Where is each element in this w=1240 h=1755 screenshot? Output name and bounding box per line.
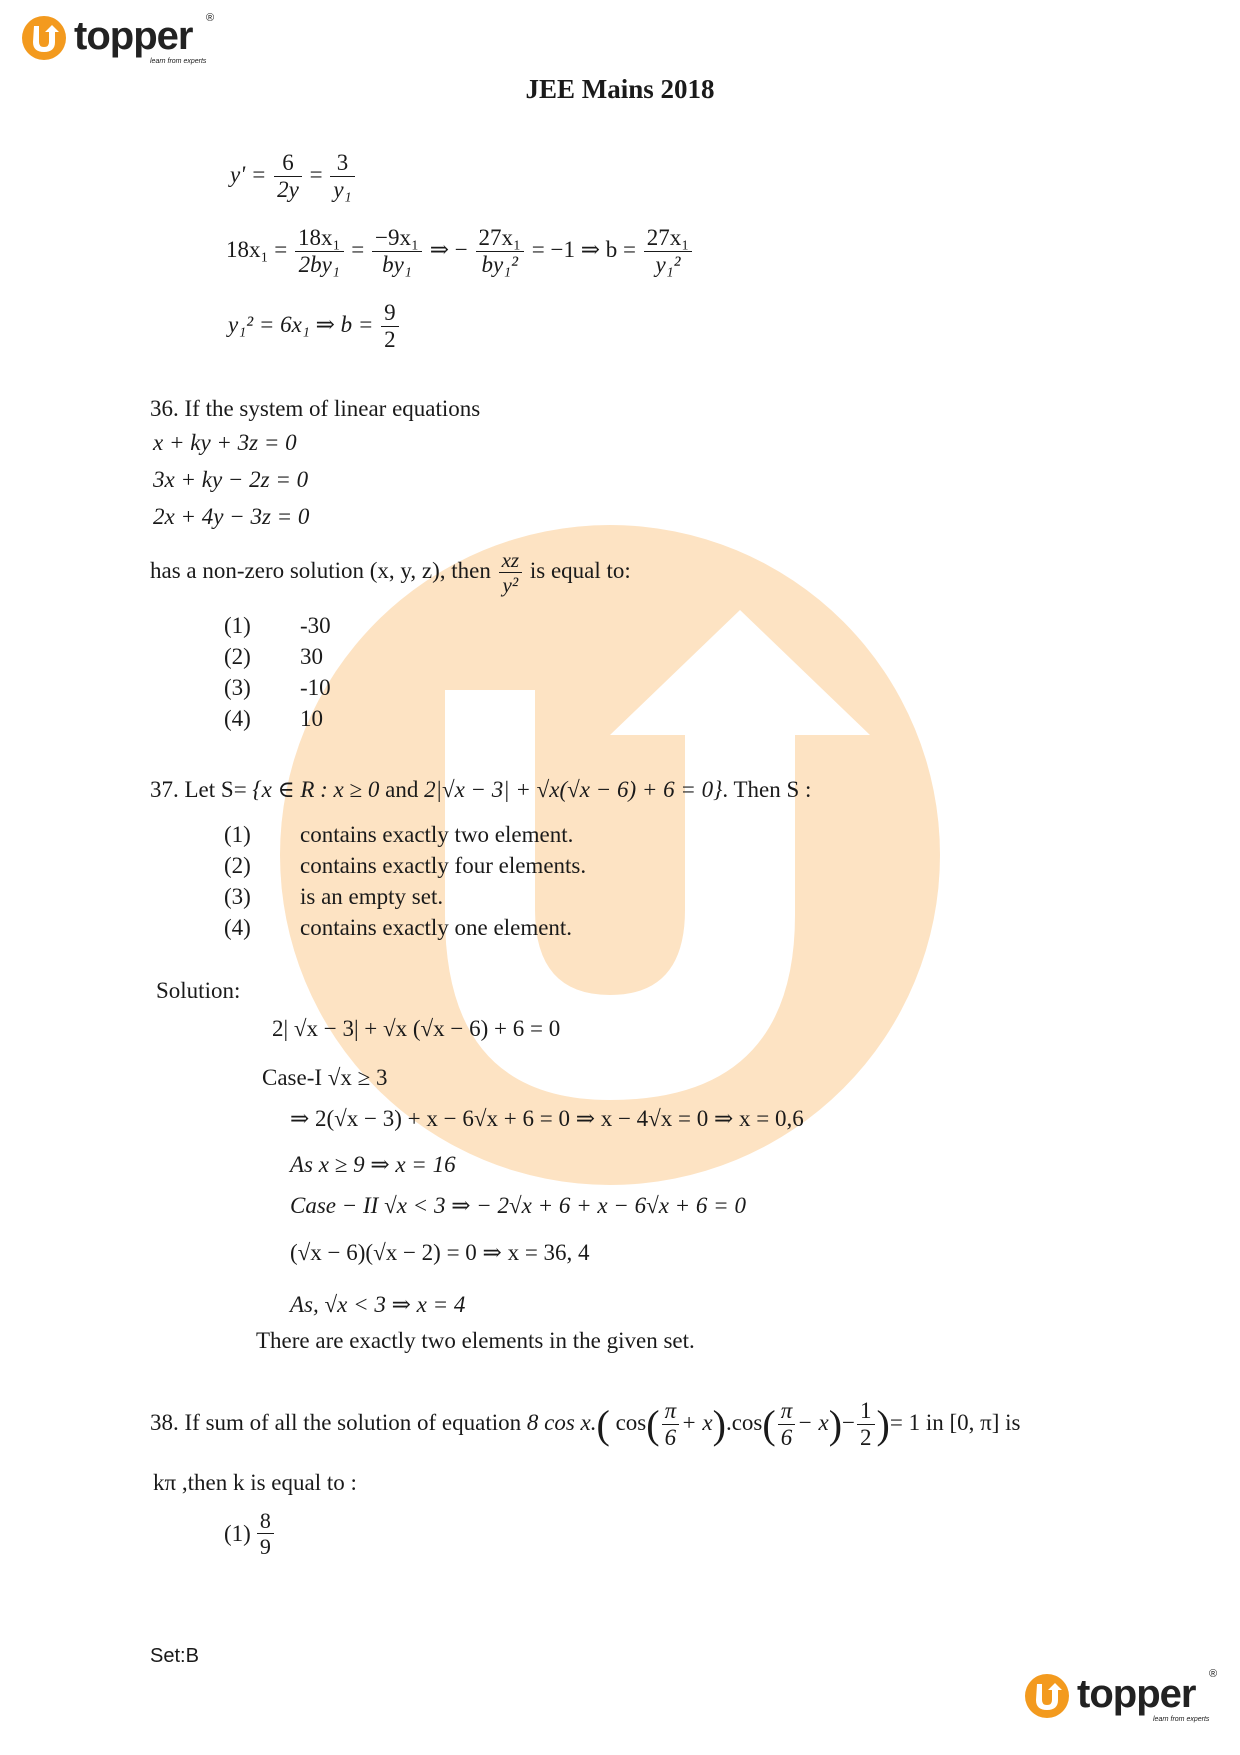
q36-options: (1) -30 (2) 30 (3) -10 (4) 10: [224, 613, 331, 731]
header-logo: [20, 10, 220, 70]
fraction: $\frac{3}{\text{y₁}}$: [330, 150, 354, 204]
q36-eq-3: 2x + 4y − 3z = 0: [153, 504, 310, 529]
solution-line-3: ⇒ 2(√x − 3) + x − 6√x + 6 = 0 ⇒ x − 4√x = 0 ⇒ x = 0,6: [290, 1106, 804, 1131]
prev-solution-line-1: y' = $\frac{6}{2y}$ = $\frac{3}{\text{y₁}}$: [230, 150, 357, 204]
solution-line-4: As x ≥ 9 ⇒ x = 16: [290, 1152, 456, 1177]
solution-line-6: (√x − 6)(√x − 2) = 0 ⇒ x = 36, 4: [290, 1240, 590, 1265]
logo-text: topper: [74, 14, 193, 58]
q36-ask: has a non-zero solution (x, y, z), then $\frac{xz}{\text{y²}}$ is equal to:: [150, 548, 631, 598]
q38-stem: 38. If sum of all the solution of equation 8 cos x.( cos( $\frac{\pi}{6}$ + x).cos( $\frac{\pi}{6}$ − x)− $\frac{1}{2}$ )= 1 in [0, π] is: [150, 1398, 1021, 1451]
logo-circle-icon: [1023, 1672, 1071, 1720]
logo-tagline: learn from experts: [150, 58, 207, 65]
q38-option-1: (1) $\frac{8}{9}$: [224, 1508, 276, 1560]
q36-stem: 36. If the system of linear equations: [150, 396, 481, 421]
q37-stem: 37. Let S= {x ∈ R : x ≥ 0 and 2|√x − 3| + √x(√x − 6) + 6 = 0}. Then S :: [150, 777, 812, 802]
q38-line-2: kπ ,then k is equal to :: [153, 1470, 357, 1495]
q36-eq-1: x + ky + 3z = 0: [153, 430, 297, 455]
logo-circle-icon: [20, 14, 68, 62]
logo-text: topper: [1077, 1672, 1196, 1716]
solution-conclusion: There are exactly two elements in the given set.: [256, 1328, 695, 1353]
fraction: $\frac{6}{2y}$: [274, 150, 302, 204]
logo-reg: ®: [1209, 1668, 1218, 1680]
footer-set: Set:B: [150, 1645, 199, 1667]
q37-options: (1) contains exactly two element. (2) contains exactly four elements. (3) is an empty set. (4) contains exactly one element.: [224, 822, 587, 940]
solution-line-5: Case − II √x < 3 ⇒ − 2√x + 6 + x − 6√x + 6 = 0: [290, 1193, 746, 1218]
solution-line-1: 2| √x − 3| + √x (√x − 6) + 6 = 0: [272, 1016, 561, 1041]
prev-solution-line-2: 18x₁ = $\frac{\text{18x₁}}{\text{2by₁}}$ = $\frac{\text{−9x₁}}{\text{by₁}}$ ⇒ − $\frac{\text{27x₁}}{\text{by₁²}}$ = −1 ⇒ b = $\frac{\text{27x₁}}{\text{y₁²}}$: [226, 225, 694, 279]
footer-logo: [1023, 1668, 1223, 1728]
lhs: y' =: [230, 162, 267, 188]
page-title: JEE Mains 2018: [525, 74, 715, 104]
solution-line-2: Case-I √x ≥ 3: [262, 1065, 388, 1090]
solution-label: Solution:: [156, 978, 241, 1003]
prev-solution-line-3: y₁² = 6x₁ ⇒ b = $\frac{9}{2}$: [228, 300, 401, 354]
solution-line-7: As, √x < 3 ⇒ x = 4: [290, 1292, 466, 1317]
q36-eq-2: 3x + ky − 2z = 0: [153, 467, 309, 492]
logo-reg: ®: [206, 12, 215, 24]
logo-tagline: learn from experts: [1153, 1716, 1210, 1723]
